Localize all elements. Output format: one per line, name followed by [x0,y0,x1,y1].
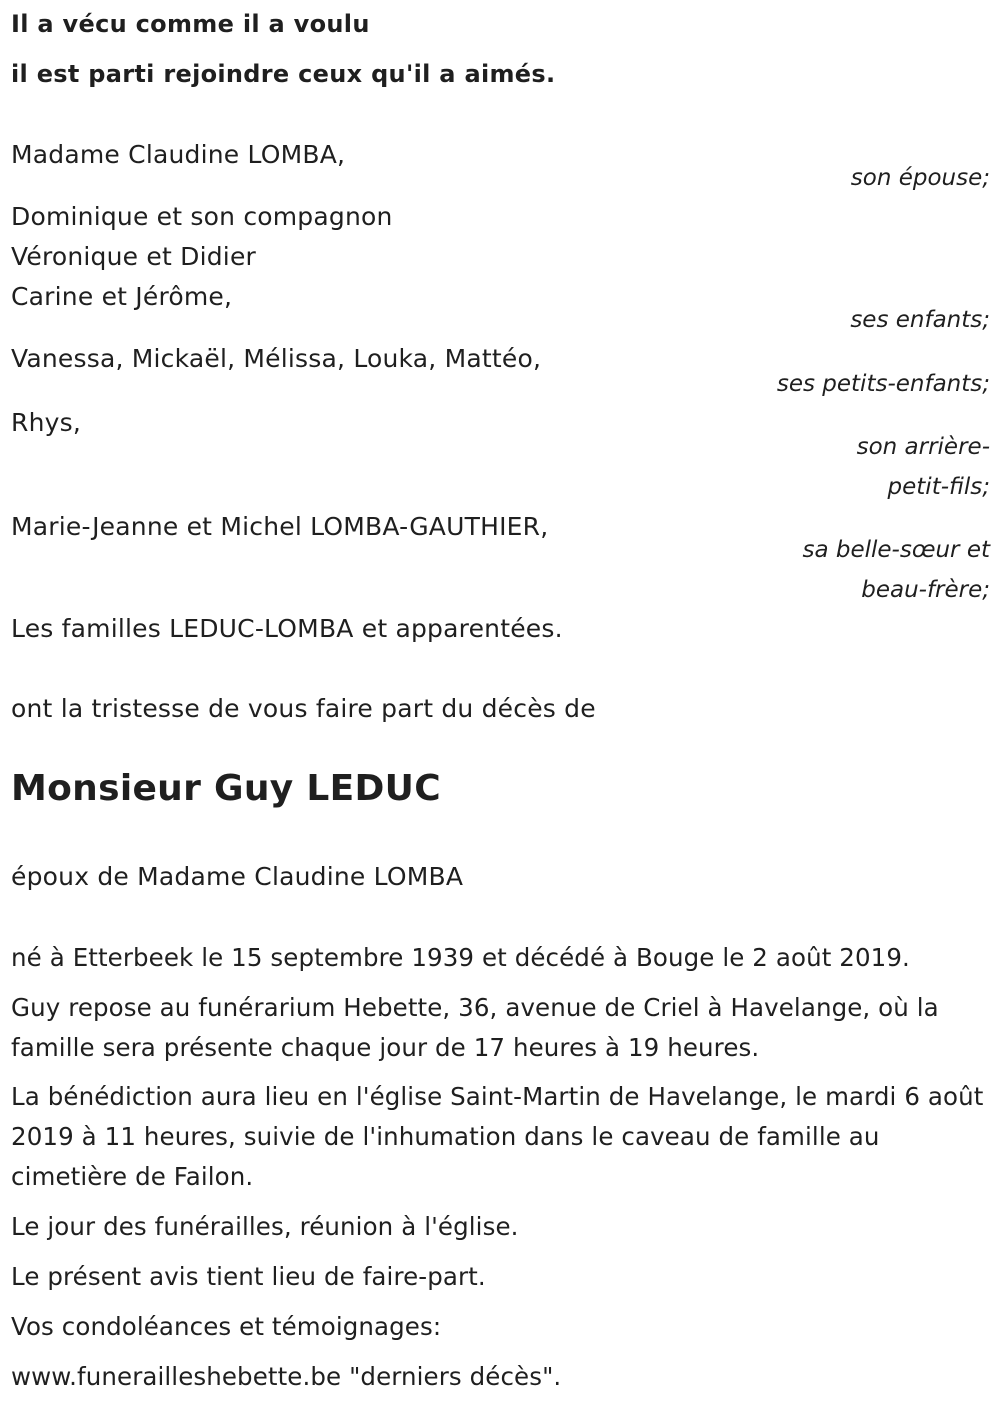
blessing-paragraph: La bénédiction aura lieu en l'église Saint-Martin de Havelange, le mardi 6 août 2019 à 11 heures, suivie de l'inhumation dans le caveau de famille au cimetière de Failon. [11,1082,984,1191]
great-grandchild-relation-1: son arrière- [856,434,990,460]
epigraph-line-1: Il a vécu comme il a voulu [11,10,370,38]
children-relation: ses enfants; [850,307,990,333]
website-line: www.funerailleshebette.be "derniers décès". [11,1362,562,1391]
spouse-name: Madame Claudine LOMBA, [11,140,346,169]
in-laws-relation-2: beau-frère; [861,577,990,603]
deceased-name: Monsieur Guy LEDUC [11,768,441,809]
announcement: ont la tristesse de vous faire part du décès de [11,694,596,723]
condolences-paragraph: Vos condoléances et témoignages: [11,1312,442,1341]
grandchildren-relation: ses petits-enfants; [776,371,990,397]
birth-death-paragraph: né à Etterbeek le 15 septembre 1939 et décédé à Bouge le 2 août 2019. [11,943,910,972]
child-1: Dominique et son compagnon [11,202,393,231]
epigraph-line-2: il est parti rejoindre ceux qu'il a aimés. [11,60,556,88]
in-laws-names: Marie-Jeanne et Michel LOMBA-GAUTHIER, [11,512,549,541]
great-grandchild-relation-2: petit-fils; [887,474,990,500]
in-laws-relation-1: sa belle-sœur et [802,537,990,563]
notice-paragraph: Le présent avis tient lieu de faire-part. [11,1262,486,1291]
child-2: Véronique et Didier [11,242,256,271]
deceased-spouse-line: époux de Madame Claudine LOMBA [11,862,464,891]
meeting-paragraph: Le jour des funérailles, réunion à l'église. [11,1212,519,1241]
grandchildren-names: Vanessa, Mickaël, Mélissa, Louka, Mattéo, [11,344,542,373]
great-grandchild-name: Rhys, [11,408,81,437]
child-3: Carine et Jérôme, [11,282,233,311]
rest-paragraph: Guy repose au funérarium Hebette, 36, avenue de Criel à Havelange, où la famille sera présente chaque jour de 17 heures à 19 heures. [11,993,939,1062]
spouse-relation: son épouse; [850,165,990,191]
families-line: Les familles LEDUC-LOMBA et apparentées. [11,614,563,643]
